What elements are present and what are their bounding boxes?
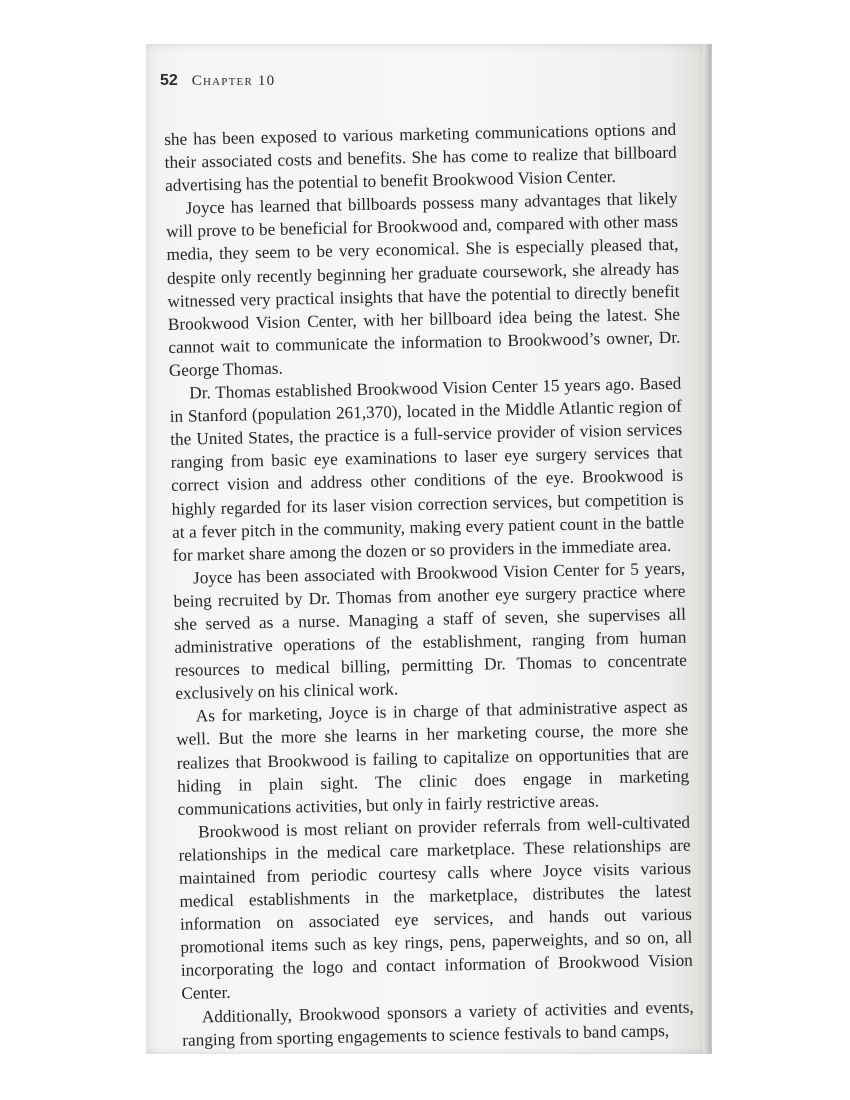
paragraph: Dr. Thomas established Brookwood Vision Center 15 years ago. Based in Stanford (population 261,370), located in the Middle Atlantic region of the United States, the practice is a full-service provider of vision services ranging from basic eye examinations to laser eye surgery services that correct vision and address other conditions of the eye. Brookwood is highly regarded for its laser vision correction services, but competition is at a fever pitch in the community, making every patient count in the battle for market share among the dozen or so providers in the immediate area. [169, 373, 685, 565]
running-header [160, 72, 275, 92]
paragraph: she has been exposed to various marketing communications options and their associated costs and benefits. She has come to realize that billboard advertising has the potential to benefit Brookwood Vision Center. [164, 119, 677, 196]
chapter-label: Chapter 10 [191, 73, 276, 89]
paragraph: Joyce has been associated with Brookwood Vision Center for 5 years, being recruited by Dr. Thomas from another eye surgery practice where she served as a nurse. Managing a staff of seven, she supervises all administrative operations of the establishment, ranging from human resources to medical billing, permitting Dr. Thomas to concentrate exclusively on his clinical work. [173, 558, 687, 704]
page-edge [703, 44, 711, 1054]
paragraph: Brookwood is most reliant on provider referrals from well-cultivated relationships in the medical care marketplace. These relationships are maintained from periodic courtesy calls where Joyce visits various medical establishments in the marketplace, distributes the latest information on associated eye services, and hands out various promotional items such as key rings, pens, paperweights, and so on, all incorporating the logo and contact information of Brookwood Vision Center. [178, 812, 694, 1004]
page-number: 52 [160, 72, 178, 89]
paragraph: Additionally, Brookwood sponsors a variety of activities and events, ranging from sporting engagements to science festivals to band camps, [182, 997, 694, 1050]
body-text [164, 118, 694, 1052]
paragraph: As for marketing, Joyce is in charge of that administrative aspect as well. But the more she learns in her marketing course, the more she realizes that Brookwood is failing to capitalize on opportunities that are hiding in plain sight. The clinic does engage in marketing communications activities, but only in fairly restrictive areas. [176, 696, 690, 819]
paragraph: Joyce has learned that billboards possess many advantages that likely will prove to be beneficial for Brookwood and, compared with other mass media, they seem to be very economical. She is especially pleased that, despite only recently beginning her graduate coursework, she already has witnessed very practical insights that have the potential to directly benefit Brookwood Vision Center, with her billboard idea being the latest. She cannot wait to communicate the information to Brookwood’s owner, Dr. George Thomas. [165, 188, 681, 380]
